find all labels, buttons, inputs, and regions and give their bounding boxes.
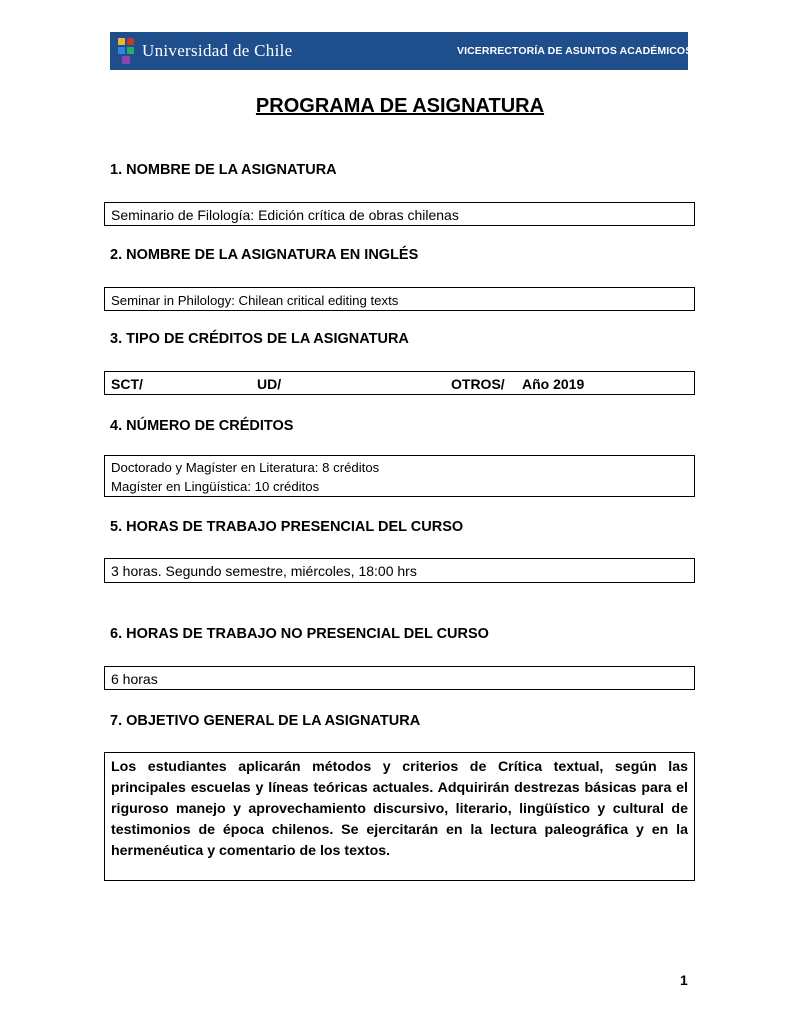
general-objective-text: Los estudiantes aplicarán métodos y criterios de Crítica textual, según las principales escuelas y líneas teóricas actuales. Adquirirán destrezas básicas para el riguroso manejo y aprovechamiento discursivo, literario, lingüístico y cultural de testimonios de época chilenos. Se ejercitarán en la lectura paleográfica y en la hermenéutica y comentario de los textos. — [111, 759, 688, 859]
section-3-box — [104, 371, 695, 395]
header-banner — [110, 32, 693, 70]
section-1-heading: 1. NOMBRE DE LA ASIGNATURA — [110, 162, 337, 178]
university-name: Universidad de Chile — [142, 41, 293, 60]
credit-type-sct: SCT/ — [111, 376, 143, 392]
section-4-box — [104, 455, 695, 497]
presential-hours-value: 3 horas. Segundo semestre, miércoles, 18:00 hrs — [111, 563, 417, 579]
section-1-box — [104, 202, 695, 226]
vicerrectoria-label: VICERRECTORÍA DE ASUNTOS ACADÉMICOS — [457, 45, 693, 57]
course-name-value: Seminario de Filología: Edición crítica de obras chilenas — [111, 207, 459, 223]
section-6-box — [104, 666, 695, 690]
section-7-box — [104, 752, 695, 881]
non-presential-hours-value: 6 horas — [111, 671, 158, 687]
page-number: 1 — [680, 972, 688, 988]
credit-type-otros: OTROS/ — [451, 376, 505, 392]
university-logo-icon — [116, 36, 136, 66]
credits-line-literatura: Doctorado y Magíster en Literatura: 8 créditos — [111, 460, 380, 475]
section-4-heading: 4. NÚMERO DE CRÉDITOS — [110, 418, 294, 434]
section-2-heading: 2. NOMBRE DE LA ASIGNATURA EN INGLÉS — [110, 247, 419, 263]
section-5-heading: 5. HORAS DE TRABAJO PRESENCIAL DEL CURSO — [110, 519, 464, 535]
credit-year: Año 2019 — [522, 376, 585, 392]
section-2-box — [104, 287, 695, 311]
section-3-heading: 3. TIPO DE CRÉDITOS DE LA ASIGNATURA — [110, 331, 409, 347]
credit-type-ud: UD/ — [257, 376, 282, 392]
section-5-box — [104, 558, 695, 583]
section-6-heading: 6. HORAS DE TRABAJO NO PRESENCIAL DEL CURSO — [110, 626, 489, 642]
page-title: PROGRAMA DE ASIGNATURA — [255, 95, 545, 117]
section-7-heading: 7. OBJETIVO GENERAL DE LA ASIGNATURA — [110, 713, 421, 729]
course-name-english-value: Seminar in Philology: Chilean critical editing texts — [111, 293, 399, 308]
credits-line-linguistica: Magíster en Lingüística: 10 créditos — [111, 479, 320, 494]
